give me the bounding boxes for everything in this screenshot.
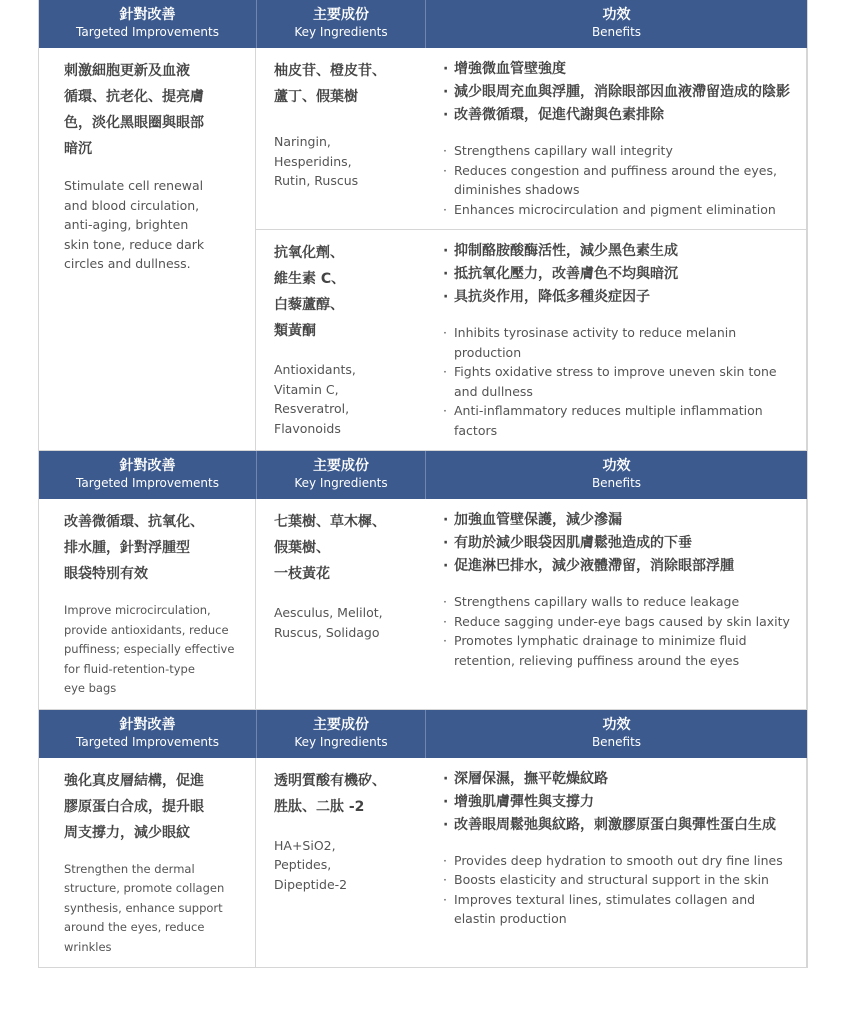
text-line: Improve microcirculation,	[64, 603, 211, 617]
text-line: Ruscus, Solidago	[274, 624, 380, 640]
text-line: 七葉樹、草木樨、	[274, 514, 386, 530]
text-line: Naringin,	[274, 134, 331, 149]
benefits-en-list	[441, 592, 798, 670]
benefit-en-item: · Improves textural lines, stimulates collagen and elastin production	[441, 890, 798, 929]
benefit-zh-item: · 有助於減少眼袋因肌膚鬆弛造成的下垂	[441, 532, 798, 555]
header-benefits	[426, 0, 807, 48]
benefit-zh-item: · 減少眼周充血與浮腫，消除眼部因血液滯留造成的陰影	[441, 81, 798, 104]
text-line: 抗氧化劑、	[274, 245, 344, 261]
benefit-en-item: · Anti-inflammatory reduces multiple inflammation factors	[441, 401, 798, 440]
benefit-zh-item: · 促進淋巴排水，減少液體滯留，消除眼部浮腫	[441, 555, 798, 578]
header-targeted-en: Targeted Improvements	[76, 476, 219, 490]
text-line: 白藜蘆醇、	[274, 297, 344, 313]
ingredient-benefit-rows	[256, 48, 807, 450]
ingredients-zh	[274, 768, 417, 820]
table-header	[39, 0, 807, 48]
header-targeted-en: Targeted Improvements	[76, 25, 219, 39]
table-header	[39, 710, 807, 758]
text-line: Vitamin C,	[274, 381, 339, 397]
text-line: 假葉樹、	[274, 540, 330, 556]
benefit-zh-item: · 抵抗氧化壓力，改善膚色不均與暗沉	[441, 263, 798, 286]
text-line: 維生素 C、	[274, 271, 346, 287]
header-targeted-en: Targeted Improvements	[76, 734, 219, 749]
text-line: Strengthen the dermal	[64, 861, 195, 876]
benefit-zh-item: · 增強肌膚彈性與支撐力	[441, 791, 798, 814]
text-line: 膠原蛋白合成，提升眼	[64, 798, 204, 815]
benefits-zh-list	[441, 58, 798, 127]
ingredient-row	[256, 758, 806, 939]
targeted-en	[64, 601, 243, 699]
ingredients-zh	[274, 58, 417, 110]
text-line: 暗沉	[64, 141, 92, 157]
benefit-en-item: · Reduce sagging under-eye bags caused by skin laxity	[441, 612, 798, 632]
ingredients-cell	[256, 230, 425, 450]
ingredient-row	[256, 499, 806, 680]
targeted-zh	[64, 58, 243, 162]
benefit-en-item: · Boosts elasticity and structural support in the skin	[441, 870, 798, 890]
section-body	[39, 499, 807, 709]
benefits-cell	[425, 230, 806, 450]
benefit-zh-item: · 改善眼周鬆弛與紋路，刺激膠原蛋白與彈性蛋白生成	[441, 814, 798, 837]
text-line: 循環、抗老化、提亮膚	[64, 89, 204, 105]
header-ingredients	[257, 710, 426, 758]
benefit-en-item: · Reduces congestion and puffiness around the eyes, diminishes shadows	[441, 161, 798, 200]
section-brightening	[38, 0, 808, 451]
benefit-zh-item: · 具抗炎作用，降低多種炎症因子	[441, 286, 798, 309]
header-targeted	[39, 451, 257, 499]
benefit-en-item: · Provides deep hydration to smooth out dry fine lines	[441, 851, 798, 871]
text-line: Flavonoids	[274, 420, 341, 436]
text-line: eye bags	[64, 681, 117, 695]
text-line: Rutin, Ruscus	[274, 173, 359, 188]
section-body	[39, 758, 807, 968]
benefit-zh-item: · 增強微血管壁強度	[441, 58, 798, 81]
text-line: 類黃酮	[274, 323, 316, 339]
benefit-en-item: · Inhibits tyrosinase activity to reduce melanin production	[441, 323, 798, 362]
text-line: wrinkles	[64, 939, 112, 954]
header-targeted-zh: 針對改善	[119, 7, 176, 23]
ingredients-table	[38, 0, 808, 968]
text-line: skin tone, reduce dark	[64, 236, 205, 252]
benefit-en-item: · Promotes lymphatic drainage to minimize fluid retention, relieving puffiness around the eyes	[441, 631, 798, 670]
header-benefits-zh: 功效	[602, 7, 631, 23]
text-line: Hesperidins,	[274, 153, 352, 169]
header-ingredients-en: Key Ingredients	[294, 734, 388, 749]
text-line: around the eyes, reduce	[64, 920, 205, 934]
targeted-cell	[39, 499, 256, 709]
ingredients-cell	[256, 758, 425, 939]
ingredients-cell	[256, 499, 425, 680]
ingredient-benefit-rows	[256, 758, 807, 968]
header-targeted-zh: 針對改善	[119, 716, 176, 733]
text-line: provide antioxidants, reduce	[64, 622, 229, 637]
text-line: 色，淡化黑眼圈與眼部	[64, 115, 204, 131]
header-ingredients-zh: 主要成份	[313, 716, 369, 733]
text-line: Aesculus, Melilot,	[274, 605, 383, 620]
benefits-en-list	[441, 323, 798, 440]
header-benefits-zh: 功效	[602, 716, 631, 733]
benefits-zh-list	[441, 768, 798, 837]
text-line: Antioxidants,	[274, 362, 356, 377]
text-line: 蘆丁、假葉樹	[274, 89, 358, 105]
text-line: 排水腫，針對浮腫型	[64, 540, 190, 556]
ingredients-zh	[274, 509, 417, 587]
benefits-zh-list	[441, 509, 798, 578]
targeted-en	[64, 860, 243, 958]
text-line: Dipeptide-2	[274, 876, 348, 892]
header-targeted-zh: 針對改善	[119, 458, 176, 474]
text-line: circles and dullness.	[64, 256, 191, 271]
header-ingredients	[257, 0, 426, 48]
benefit-zh-item: · 深層保濕，撫平乾燥紋路	[441, 768, 798, 791]
header-ingredients	[257, 451, 426, 499]
text-line: Resveratrol,	[274, 401, 350, 416]
header-benefits-en: Benefits	[591, 25, 642, 39]
text-line: HA+SiO2,	[274, 837, 336, 853]
text-line: 一枝黃花	[274, 566, 330, 582]
benefit-en-item: · Fights oxidative stress to improve uneven skin tone and dullness	[441, 362, 798, 401]
text-line: anti-aging, brighten	[64, 217, 189, 232]
ingredients-cell	[256, 48, 425, 229]
targeted-en	[64, 176, 243, 274]
benefits-en-list	[441, 141, 798, 219]
text-line: Peptides,	[274, 857, 332, 872]
benefit-en-item: · Strengthens capillary walls to reduce leakage	[441, 592, 798, 612]
header-benefits-en: Benefits	[591, 734, 642, 749]
text-line: puffiness; especially effective	[64, 642, 235, 656]
header-ingredients-en: Key Ingredients	[294, 476, 388, 490]
benefit-en-item: · Enhances microcirculation and pigment elimination	[441, 200, 798, 220]
text-line: 胜肽、二肽 -2	[274, 798, 365, 815]
text-line: 改善微循環、抗氧化、	[64, 514, 204, 530]
ingredients-en	[274, 836, 417, 895]
text-line: 強化真皮層結構，促進	[64, 772, 204, 789]
header-benefits	[426, 451, 807, 499]
benefits-cell	[425, 758, 806, 939]
header-benefits-zh: 功效	[602, 458, 631, 474]
ingredients-en	[274, 603, 417, 642]
benefit-zh-item: · 加強血管壁保護，減少滲漏	[441, 509, 798, 532]
ingredients-en	[274, 132, 417, 191]
header-ingredients-en: Key Ingredients	[294, 25, 388, 39]
benefits-cell	[425, 48, 806, 229]
table-header	[39, 451, 807, 499]
text-line: 眼袋特別有效	[64, 566, 148, 582]
text-line: 柚皮苷、橙皮苷、	[274, 63, 386, 79]
header-ingredients-zh: 主要成份	[313, 7, 369, 23]
benefit-zh-item: · 改善微循環，促進代謝與色素排除	[441, 104, 798, 127]
benefits-cell	[425, 499, 806, 680]
section-body	[39, 48, 807, 450]
ingredient-benefit-rows	[256, 499, 807, 709]
targeted-cell	[39, 48, 256, 450]
text-line: synthesis, enhance support	[64, 900, 223, 915]
text-line: 周支撐力，減少眼紋	[64, 824, 190, 841]
ingredient-row	[256, 48, 806, 229]
ingredient-row	[256, 229, 806, 450]
benefits-zh-list	[441, 240, 798, 309]
section-eye-bags	[38, 451, 808, 710]
header-benefits-en: Benefits	[591, 476, 642, 490]
text-line: 刺激細胞更新及血液	[64, 63, 190, 79]
text-line: for fluid-retention-type	[64, 661, 195, 676]
targeted-zh	[64, 768, 243, 846]
benefit-zh-item: · 抑制酪胺酸酶活性，減少黑色素生成	[441, 240, 798, 263]
ingredients-zh	[274, 240, 417, 344]
header-targeted	[39, 0, 257, 48]
targeted-zh	[64, 509, 243, 587]
text-line: structure, promote collagen	[64, 881, 225, 895]
section-anti-wrinkle	[38, 710, 808, 969]
ingredients-en	[274, 360, 417, 438]
header-benefits	[426, 710, 807, 758]
header-ingredients-zh: 主要成份	[313, 458, 369, 474]
text-line: 透明質酸有機矽、	[274, 772, 386, 789]
header-targeted	[39, 710, 257, 758]
targeted-cell	[39, 758, 256, 968]
text-line: and blood circulation,	[64, 197, 200, 213]
benefits-en-list	[441, 851, 798, 929]
text-line: Stimulate cell renewal	[64, 178, 204, 193]
benefit-en-item: · Strengthens capillary wall integrity	[441, 141, 798, 161]
